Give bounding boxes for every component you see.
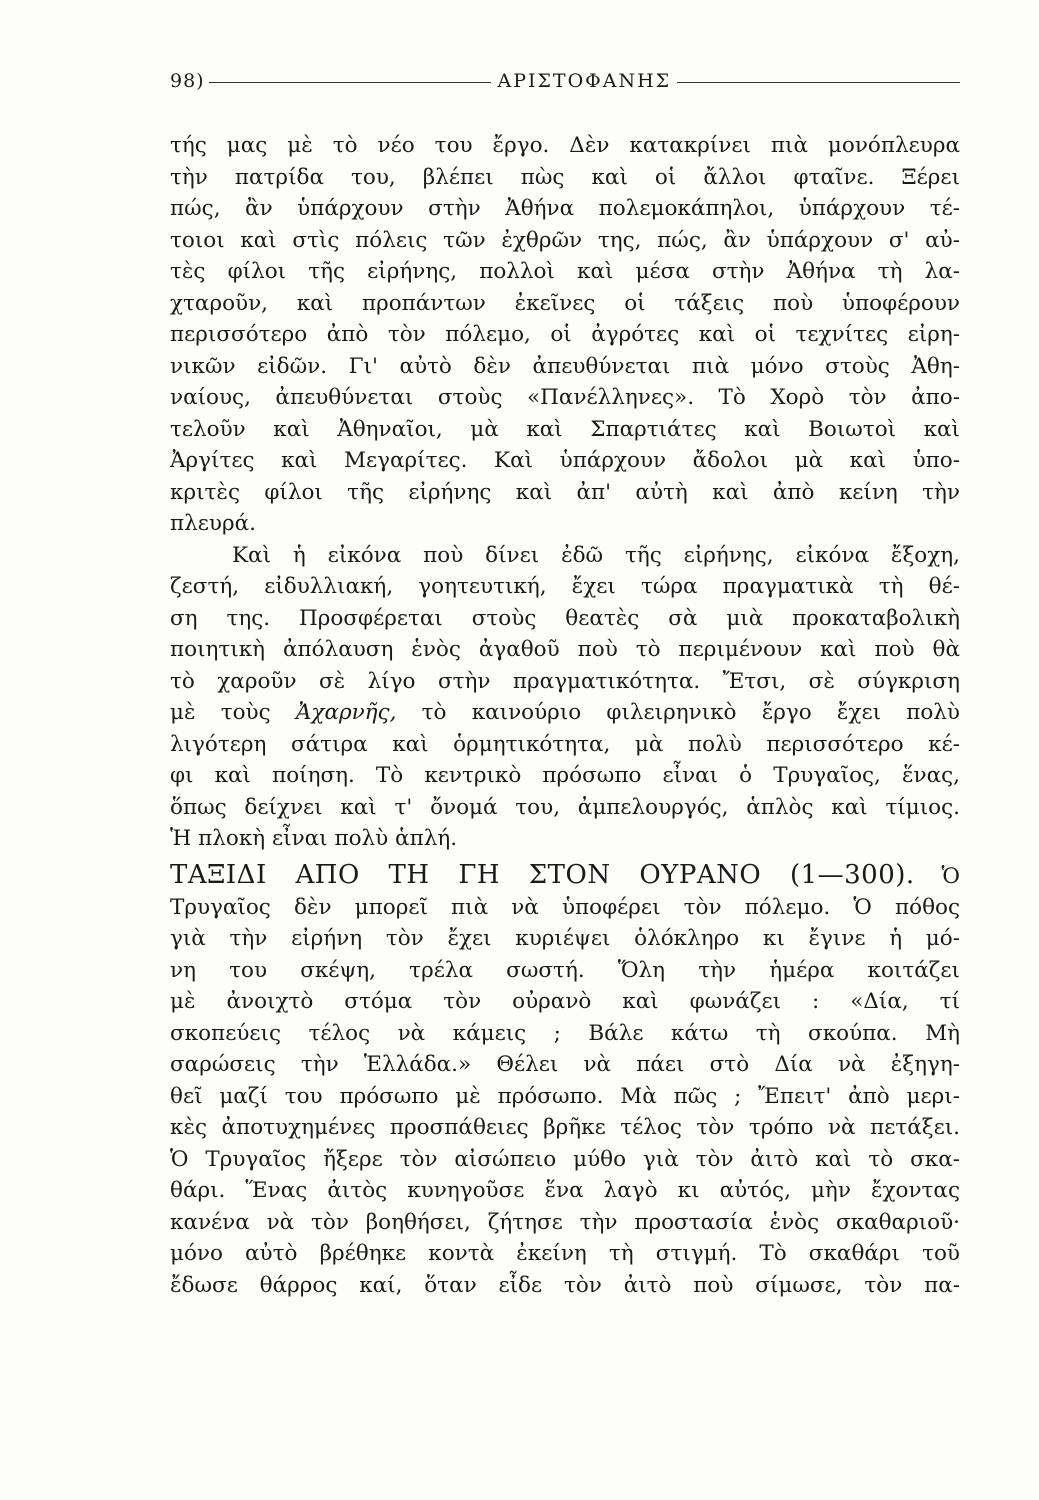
text-line: ναίους, ἀπευθύνεται στοὺς «Πανέλληνες». Τὸ Χορὸ τὸν ἀπο- (170, 385, 960, 410)
page-number: 98) (170, 70, 205, 92)
paragraph-peace-audience (170, 130, 960, 855)
text-line: νη του σκέψη, τρέλα σωστή. Ὅλη τὴν ἡμέρα κοιτάζει (170, 957, 960, 983)
text-line: Τρυγαῖος δὲν μπορεῖ πιὰ νὰ ὑποφέρει τὸν πόλεμο. Ὁ πόθος (170, 894, 960, 920)
text-line: Ὁ Τρυγαῖος ἤξερε τὸν αἰσώπειο μύθο γιὰ τὸν ἀιτὸ καὶ τὸ σκα- (170, 1146, 960, 1172)
text-line: τελοῦν καὶ Ἀθηναῖοι, μὰ καὶ Σπαρτιάτες καὶ Βοιωτοὶ καὶ (170, 416, 960, 442)
text-line: Καὶ ἡ εἰκόνα ποὺ δίνει ἐδῶ τῆς εἰρήνης, εἰκόνα ἔξοχη, (232, 542, 960, 568)
running-head (170, 66, 960, 96)
text-line: Ἀργίτες καὶ Μεγαρίτες. Καὶ ὑπάρχουν ἄδολοι μὰ καὶ ὑπο- (170, 448, 960, 473)
text-line: ζεστή, εἰδυλλιακή, γοητευτική, ἔχει τώρα πραγματικὰ τὴ θέ- (170, 574, 960, 599)
section-heading-line (170, 860, 960, 892)
text-line: γιὰ τὴν εἰρήνη τὸν ἔχει κυριέψει ὁλόκληρο κι ἔγινε ἡ μό- (170, 926, 960, 951)
text-line: περισσότερο ἀπὸ τὸν πόλεμο, οἱ ἀγρότες καὶ οἱ τεχνίτες εἰρη- (170, 322, 960, 347)
comparison-prefix: μὲ τοὺς (170, 700, 271, 725)
text-line: κὲς ἀποτυχημένες προσπάθειες βρῆκε τέλος τὸν τρόπο νὰ πετάξει. (170, 1115, 960, 1140)
text-line: θάρι. Ἕνας ἀιτὸς κυνηγοῦσε ἕνα λαγὸ κι αὐτός, μὴν ἔχοντας (170, 1178, 960, 1203)
text-line: τὲς φίλοι τῆς εἰρήνης, πολλοὶ καὶ μέσα στὴν Ἀθήνα τὴ λα- (170, 259, 960, 284)
comparison-suffix: τὸ καινούριο φιλειρηνικὸ ἔργο ἔχει πολὺ (421, 700, 960, 725)
header-rule-right (677, 82, 960, 83)
text-line: τὸ χαροῦν σὲ λίγο στὴν πραγματικότητα. Ἔτσι, σὲ σύγκριση (170, 668, 960, 694)
text-line: χταροῦν, καὶ προπάντων ἐκεῖνες οἱ τάξεις ποὺ ὑποφέρουν (170, 290, 960, 316)
text-line: κριτὲς φίλοι τῆς εἰρήνης καὶ ἀπ' αὐτὴ καὶ ἀπὸ κείνη τὴν (170, 479, 960, 505)
text-line: φι καὶ ποίηση. Τὸ κεντρικὸ πρόσωπο εἶναι ὁ Τρυγαῖος, ἕνας, (170, 763, 960, 788)
text-line: θεῖ μαζί του πρόσωπο μὲ πρόσωπο. Μὰ πῶς ; Ἔπειτ' ἀπὸ μερι- (170, 1083, 960, 1109)
text-line: πώς, ἂν ὑπάρχουν στὴν Ἀθήνα πολεμοκάπηλοι, ὑπάρχουν τέ- (170, 196, 960, 221)
text-line: τής μας μὲ τὸ νέο του ἔργο. Δὲν κατακρίνει πιὰ μονόπλευρα (170, 133, 960, 158)
running-head-title: ΑΡΙΣΤΟΦΑΝΗΣ (497, 70, 672, 92)
text-line: ὅπως δείχνει καὶ τ' ὄνομά του, ἀμπελουργός, ἁπλὸς καὶ τίμιος. (170, 794, 960, 820)
text-line-comparison (170, 697, 960, 729)
text-line: μὲ ἀνοιχτὸ στόμα τὸν οὐρανὸ καὶ φωνάζει : «Δία, τί (170, 989, 960, 1014)
text-line: κανένα νὰ τὸν βοηθήσει, ζήτησε τὴν προστασία ἑνὸς σκαθαριοῦ· (170, 1209, 960, 1235)
text-line: σκοπεύεις τέλος νὰ κάμεις ; Βάλε κάτω τὴ σκούπα. Μὴ (170, 1020, 960, 1046)
section-title-continuation: Ὁ (941, 864, 960, 889)
text-line: μόνο αὐτὸ βρέθηκε κοντὰ ἐκείνη τὴ στιγμή. Τὸ σκαθάρι τοῦ (170, 1241, 960, 1266)
section-title: ΤΑΞΙΔΙ ΑΠΟ ΤΗ ΓΗ ΣΤΟΝ ΟΥΡΑΝΟ (1—300). (170, 860, 915, 890)
header-rule-left (209, 82, 492, 83)
text-line: ση της. Προσφέρεται στοὺς θεατὲς σὰ μιὰ προκαταβολικὴ (170, 605, 960, 631)
text-line: τοιοι καὶ στὶς πόλεις τῶν ἐχθρῶν της, πώς, ἂν ὑπάρχουν σ' αὐ- (170, 227, 960, 253)
text-line: τὴν πατρίδα του, βλέπει πὼς καὶ οἱ ἄλλοι φταῖνε. Ξέρει (170, 164, 960, 190)
text-line: Ἡ πλοκὴ εἶναι πολὺ ἁπλή. (170, 826, 458, 851)
text-line: ἔδωσε θάρρος καί, ὅταν εἶδε τὸν ἀιτὸ ποὺ σίμωσε, τὸν πα- (170, 1272, 960, 1298)
text-line: νικῶν εἰδῶν. Γι' αὐτὸ δὲν ἀπευθύνεται πιὰ μόνο στοὺς Ἀθη- (170, 353, 960, 379)
section-journey (170, 860, 960, 1301)
text-line: ποιητικὴ ἀπόλαυση ἑνὸς ἀγαθοῦ ποὺ τὸ περιμένουν καὶ ποὺ θὰ (170, 637, 960, 662)
play-title-acharnians: Ἀχαρνῆς, (295, 700, 397, 725)
text-line: σαρώσεις τὴν Ἑλλάδα.» Θέλει νὰ πάει στὸ Δία νὰ ἐξηγη- (170, 1052, 960, 1077)
text-line: λιγότερη σάτιρα καὶ ὁρμητικότητα, μὰ πολὺ περισσότερο κέ- (170, 731, 960, 757)
text-line: πλευρά. (170, 511, 256, 536)
